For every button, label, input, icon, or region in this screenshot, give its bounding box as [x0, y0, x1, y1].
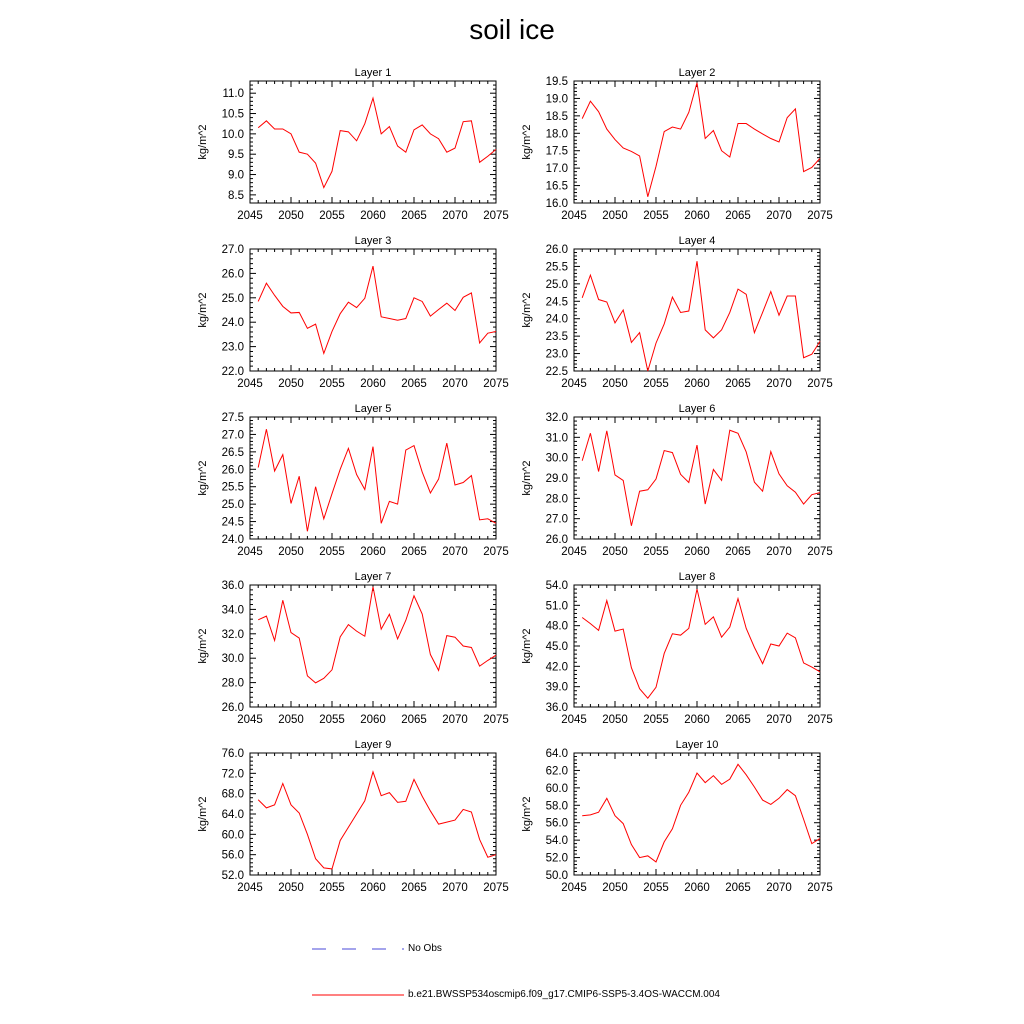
y-tick-label-layer-2: 19.5 [545, 76, 568, 88]
y-tick-label-layer-1: 11.0 [222, 88, 244, 101]
y-tick-label-layer-3: 26.0 [221, 268, 244, 281]
x-tick-label-layer-1: 2045 [237, 210, 263, 222]
x-tick-label-layer-9: 2070 [442, 882, 468, 894]
y-tick-label-layer-7: 34.0 [221, 604, 244, 617]
series-line-layer-3 [258, 266, 496, 353]
chart-title-layer-9: Layer 9 [354, 739, 392, 751]
x-tick-label-layer-6: 2055 [643, 546, 669, 558]
x-tick-label-layer-8: 2075 [807, 714, 833, 726]
y-tick-label-layer-10: 56.0 [545, 817, 568, 830]
y-tick-label-layer-7: 26.0 [221, 702, 244, 714]
y-tick-label-layer-10: 52.0 [545, 852, 568, 865]
series-line-layer-5 [258, 429, 496, 531]
series-line-layer-1 [258, 98, 496, 187]
x-tick-label-layer-9: 2050 [278, 882, 304, 894]
y-tick-label-layer-8: 51.0 [545, 600, 568, 613]
y-tick-label-layer-6: 28.0 [545, 493, 568, 506]
y-tick-label-layer-9: 76.0 [221, 748, 244, 760]
y-tick-label-layer-8: 39.0 [545, 681, 568, 694]
chart-layer-4 [521, 235, 833, 390]
series-line-layer-8 [582, 589, 820, 698]
y-tick-label-layer-5: 27.5 [221, 412, 244, 424]
y-tick-label-layer-7: 36.0 [221, 580, 244, 592]
x-tick-label-layer-1: 2055 [319, 210, 345, 222]
x-tick-label-layer-5: 2055 [319, 546, 345, 558]
x-tick-label-layer-6: 2050 [602, 546, 628, 558]
x-tick-label-layer-4: 2065 [725, 378, 751, 390]
series-line-layer-6 [582, 430, 820, 526]
x-tick-label-layer-5: 2045 [237, 546, 263, 558]
x-tick-label-layer-9: 2045 [237, 882, 263, 894]
x-tick-label-layer-8: 2070 [766, 714, 792, 726]
chart-title-layer-7: Layer 7 [354, 571, 392, 583]
y-tick-label-layer-8: 42.0 [545, 661, 568, 674]
x-tick-label-layer-6: 2075 [807, 546, 833, 558]
chart-title-layer-3: Layer 3 [354, 235, 392, 247]
y-axis-label-layer-8: kg/m^2 [521, 628, 533, 664]
x-tick-label-layer-6: 2065 [725, 546, 751, 558]
y-tick-label-layer-8: 54.0 [545, 580, 568, 592]
x-tick-label-layer-8: 2045 [561, 714, 587, 726]
chart-layer-2 [521, 67, 833, 222]
x-tick-label-layer-2: 2065 [725, 210, 751, 222]
chart-title-layer-8: Layer 8 [678, 571, 716, 583]
y-tick-label-layer-10: 50.0 [545, 870, 568, 882]
plot-frame-layer-8 [574, 585, 820, 707]
y-tick-label-layer-4: 25.5 [545, 261, 568, 274]
y-tick-label-layer-6: 27.0 [545, 513, 568, 526]
y-axis-label-layer-6: kg/m^2 [521, 460, 533, 496]
chart-layer-10 [521, 739, 833, 894]
y-tick-label-layer-7: 32.0 [221, 628, 244, 641]
y-tick-label-layer-9: 52.0 [221, 870, 244, 882]
plot-frame-layer-7 [250, 585, 496, 707]
y-tick-label-layer-5: 27.0 [221, 429, 244, 442]
x-tick-label-layer-2: 2070 [766, 210, 792, 222]
x-tick-label-layer-4: 2050 [602, 378, 628, 390]
y-tick-label-layer-2: 17.0 [545, 163, 568, 176]
y-tick-label-layer-8: 45.0 [545, 641, 568, 653]
y-tick-label-layer-4: 25.0 [545, 278, 568, 291]
x-tick-label-layer-7: 2065 [401, 714, 427, 726]
x-tick-label-layer-4: 2045 [561, 378, 587, 390]
y-tick-label-layer-6: 26.0 [545, 534, 568, 546]
chart-layer-6 [521, 403, 833, 558]
y-axis-label-layer-3: kg/m^2 [197, 292, 209, 328]
y-axis-label-layer-7: kg/m^2 [197, 628, 209, 664]
y-tick-label-layer-8: 36.0 [545, 702, 568, 714]
chart-title-layer-10: Layer 10 [675, 739, 719, 751]
x-tick-label-layer-8: 2055 [643, 714, 669, 726]
y-tick-label-layer-10: 54.0 [545, 835, 568, 848]
y-tick-label-layer-6: 30.0 [545, 452, 568, 465]
y-tick-label-layer-5: 26.5 [221, 446, 244, 459]
x-tick-label-layer-5: 2075 [483, 546, 509, 558]
y-tick-label-layer-4: 23.0 [545, 348, 568, 361]
x-tick-label-layer-10: 2065 [725, 882, 751, 894]
x-tick-label-layer-3: 2065 [401, 378, 427, 390]
x-tick-label-layer-3: 2045 [237, 378, 263, 390]
y-tick-label-layer-2: 17.5 [545, 145, 568, 158]
y-axis-label-layer-10: kg/m^2 [521, 796, 533, 832]
x-tick-label-layer-10: 2060 [684, 882, 710, 894]
x-tick-label-layer-8: 2050 [602, 714, 628, 726]
y-tick-label-layer-5: 25.5 [221, 481, 244, 494]
y-tick-label-layer-8: 48.0 [545, 620, 568, 633]
plot-frame-layer-6 [574, 417, 820, 539]
x-tick-label-layer-2: 2050 [602, 210, 628, 222]
y-tick-label-layer-1: 9.5 [228, 149, 244, 162]
y-tick-label-layer-9: 56.0 [221, 849, 244, 862]
x-tick-label-layer-5: 2065 [401, 546, 427, 558]
chart-layer-5 [197, 403, 509, 558]
x-tick-label-layer-4: 2070 [766, 378, 792, 390]
x-tick-label-layer-2: 2075 [807, 210, 833, 222]
y-tick-label-layer-4: 24.5 [545, 296, 568, 309]
y-tick-label-layer-3: 23.0 [221, 341, 244, 354]
y-tick-label-layer-5: 24.5 [221, 516, 244, 529]
x-tick-label-layer-7: 2055 [319, 714, 345, 726]
x-tick-label-layer-7: 2070 [442, 714, 468, 726]
y-tick-label-layer-1: 8.5 [228, 189, 244, 202]
y-tick-label-layer-2: 19.0 [545, 93, 568, 106]
x-tick-label-layer-3: 2060 [360, 378, 386, 390]
chart-layer-9 [197, 739, 509, 894]
y-tick-label-layer-6: 31.0 [545, 432, 568, 445]
y-tick-label-layer-2: 18.0 [545, 128, 568, 141]
y-tick-label-layer-2: 16.5 [545, 180, 568, 193]
x-tick-label-layer-3: 2050 [278, 378, 304, 390]
plot-frame-layer-4 [574, 249, 820, 371]
x-tick-label-layer-3: 2075 [483, 378, 509, 390]
y-tick-label-layer-9: 60.0 [221, 829, 244, 842]
y-tick-label-layer-10: 60.0 [545, 782, 568, 795]
y-axis-label-layer-1: kg/m^2 [197, 124, 209, 160]
y-tick-label-layer-4: 26.0 [545, 244, 568, 256]
y-tick-label-layer-6: 32.0 [545, 412, 568, 424]
legend-model-label: b.e21.BWSSP534oscmip6.f09_g17.CMIP6-SSP5-3.4OS-WACCM.004 [408, 989, 720, 1000]
y-tick-label-layer-9: 64.0 [221, 809, 244, 821]
y-tick-label-layer-6: 29.0 [545, 473, 568, 485]
chart-layer-1 [197, 67, 509, 222]
y-tick-label-layer-3: 27.0 [221, 244, 244, 256]
x-tick-label-layer-9: 2060 [360, 882, 386, 894]
y-tick-label-layer-7: 28.0 [221, 677, 244, 690]
x-tick-label-layer-6: 2060 [684, 546, 710, 558]
x-tick-label-layer-6: 2045 [561, 546, 587, 558]
x-tick-label-layer-4: 2055 [643, 378, 669, 390]
y-tick-label-layer-10: 64.0 [545, 748, 568, 760]
y-tick-label-layer-3: 24.0 [221, 317, 244, 330]
series-line-layer-9 [258, 772, 496, 869]
y-tick-label-layer-3: 25.0 [221, 292, 244, 305]
chart-layer-7 [197, 571, 509, 726]
x-tick-label-layer-2: 2045 [561, 210, 587, 222]
plot-frame-layer-2 [574, 81, 820, 203]
page-title: soil ice [469, 14, 555, 45]
x-tick-label-layer-1: 2050 [278, 210, 304, 222]
x-tick-label-layer-1: 2060 [360, 210, 386, 222]
series-line-layer-7 [258, 587, 496, 683]
legend [312, 949, 404, 995]
series-line-layer-4 [582, 261, 820, 371]
chart-title-layer-6: Layer 6 [678, 403, 716, 415]
y-axis-label-layer-4: kg/m^2 [521, 292, 533, 328]
x-tick-label-layer-10: 2075 [807, 882, 833, 894]
x-tick-label-layer-3: 2055 [319, 378, 345, 390]
series-line-layer-2 [582, 83, 820, 197]
legend-obs-label: No Obs [408, 943, 442, 954]
x-tick-label-layer-2: 2055 [643, 210, 669, 222]
x-tick-label-layer-2: 2060 [684, 210, 710, 222]
y-tick-label-layer-5: 26.0 [221, 464, 244, 477]
y-tick-label-layer-4: 24.0 [545, 313, 568, 326]
x-tick-label-layer-1: 2070 [442, 210, 468, 222]
x-tick-label-layer-3: 2070 [442, 378, 468, 390]
chart-layer-8 [521, 571, 833, 726]
x-tick-label-layer-6: 2070 [766, 546, 792, 558]
y-tick-label-layer-1: 9.0 [228, 169, 244, 182]
y-axis-label-layer-2: kg/m^2 [521, 124, 533, 160]
chart-title-layer-5: Layer 5 [354, 403, 392, 415]
chart-title-layer-2: Layer 2 [678, 67, 716, 79]
y-tick-label-layer-9: 68.0 [221, 788, 244, 801]
y-tick-label-layer-3: 22.0 [221, 366, 244, 378]
x-tick-label-layer-5: 2050 [278, 546, 304, 558]
y-tick-label-layer-7: 30.0 [221, 653, 244, 666]
x-tick-label-layer-1: 2075 [483, 210, 509, 222]
chart-layer-3 [197, 235, 509, 390]
y-tick-label-layer-5: 25.0 [221, 499, 244, 512]
x-tick-label-layer-10: 2070 [766, 882, 792, 894]
plot-frame-layer-10 [574, 753, 820, 875]
x-tick-label-layer-1: 2065 [401, 210, 427, 222]
x-tick-label-layer-8: 2060 [684, 714, 710, 726]
y-tick-label-layer-5: 24.0 [221, 534, 244, 546]
x-tick-label-layer-9: 2075 [483, 882, 509, 894]
y-tick-label-layer-9: 72.0 [221, 768, 244, 781]
x-tick-label-layer-9: 2055 [319, 882, 345, 894]
x-tick-label-layer-5: 2060 [360, 546, 386, 558]
y-tick-label-layer-10: 62.0 [545, 765, 568, 778]
x-tick-label-layer-7: 2045 [237, 714, 263, 726]
x-tick-label-layer-4: 2060 [684, 378, 710, 390]
y-tick-label-layer-10: 58.0 [545, 800, 568, 813]
y-tick-label-layer-1: 10.0 [221, 128, 244, 141]
x-tick-label-layer-4: 2075 [807, 378, 833, 390]
series-line-layer-10 [582, 764, 820, 862]
chart-grid [197, 67, 833, 894]
y-axis-label-layer-5: kg/m^2 [197, 460, 209, 496]
y-axis-label-layer-9: kg/m^2 [197, 796, 209, 832]
y-tick-label-layer-4: 23.5 [545, 331, 568, 344]
y-tick-label-layer-2: 16.0 [545, 198, 568, 210]
x-tick-label-layer-9: 2065 [401, 882, 427, 894]
x-tick-label-layer-10: 2050 [602, 882, 628, 894]
x-tick-label-layer-7: 2060 [360, 714, 386, 726]
x-tick-label-layer-10: 2045 [561, 882, 587, 894]
y-tick-label-layer-1: 10.5 [221, 108, 244, 121]
x-tick-label-layer-7: 2075 [483, 714, 509, 726]
x-tick-label-layer-7: 2050 [278, 714, 304, 726]
y-tick-label-layer-2: 18.5 [545, 110, 568, 123]
x-tick-label-layer-10: 2055 [643, 882, 669, 894]
chart-title-layer-1: Layer 1 [354, 67, 392, 79]
chart-title-layer-4: Layer 4 [678, 235, 716, 247]
x-tick-label-layer-5: 2070 [442, 546, 468, 558]
y-tick-label-layer-4: 22.5 [545, 366, 568, 378]
x-tick-label-layer-8: 2065 [725, 714, 751, 726]
